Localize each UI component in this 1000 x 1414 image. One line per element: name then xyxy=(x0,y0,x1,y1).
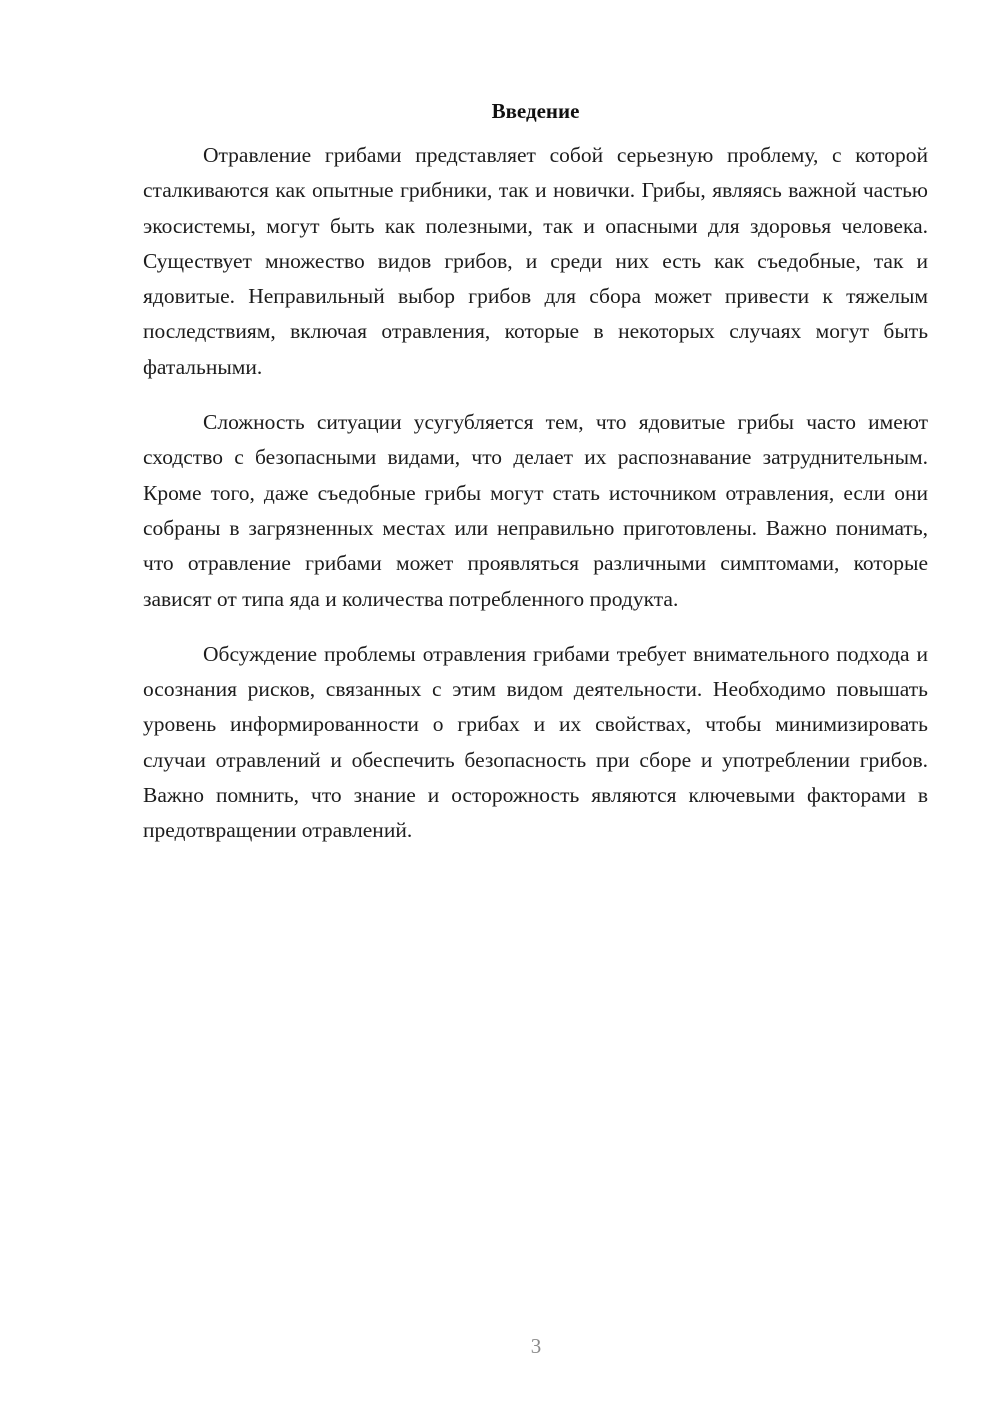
paragraph-2: Сложность ситуации усугубляется тем, что ядовитые грибы часто имеют сходство с безопасными видами, что делает их распознавание затруднительным. Кроме того, даже съедобные грибы могут стать источником отравления, если они собраны в загрязненных местах или неправильно приготовлены. Важно понимать, что отравление грибами может проявляться различными симптомами, которые зависят от типа яда и количества потребленного продукта. xyxy=(143,410,928,611)
paragraph-1: Отравление грибами представляет собой серьезную проблему, с которой сталкиваются как опытные грибники, так и новички. Грибы, являясь важной частью экосистемы, могут быть как полезными, так и опасными для здоровья человека. Существует множество видов грибов, и среди них есть как съедобные, так и ядовитые. Неправильный выбор грибов для сбора может привести к тяжелым последствиям, включая отравления, которые в некоторых случаях могут быть фатальными. xyxy=(143,143,928,379)
section-heading: Введение xyxy=(491,99,580,123)
page-content xyxy=(143,96,928,869)
page-number: 3 xyxy=(530,1334,542,1358)
paragraph-3: Обсуждение проблемы отравления грибами требует внимательного подхода и осознания рисков, связанных с этим видом деятельности. Необходимо повышать уровень информированности о грибах и их свойствах, чтобы минимизировать случаи отравлений и обеспечить безопасность при сборе и употреблении грибов. Важно помнить, что знание и осторожность являются ключевыми факторами в предотвращении отравлений. xyxy=(143,641,928,843)
